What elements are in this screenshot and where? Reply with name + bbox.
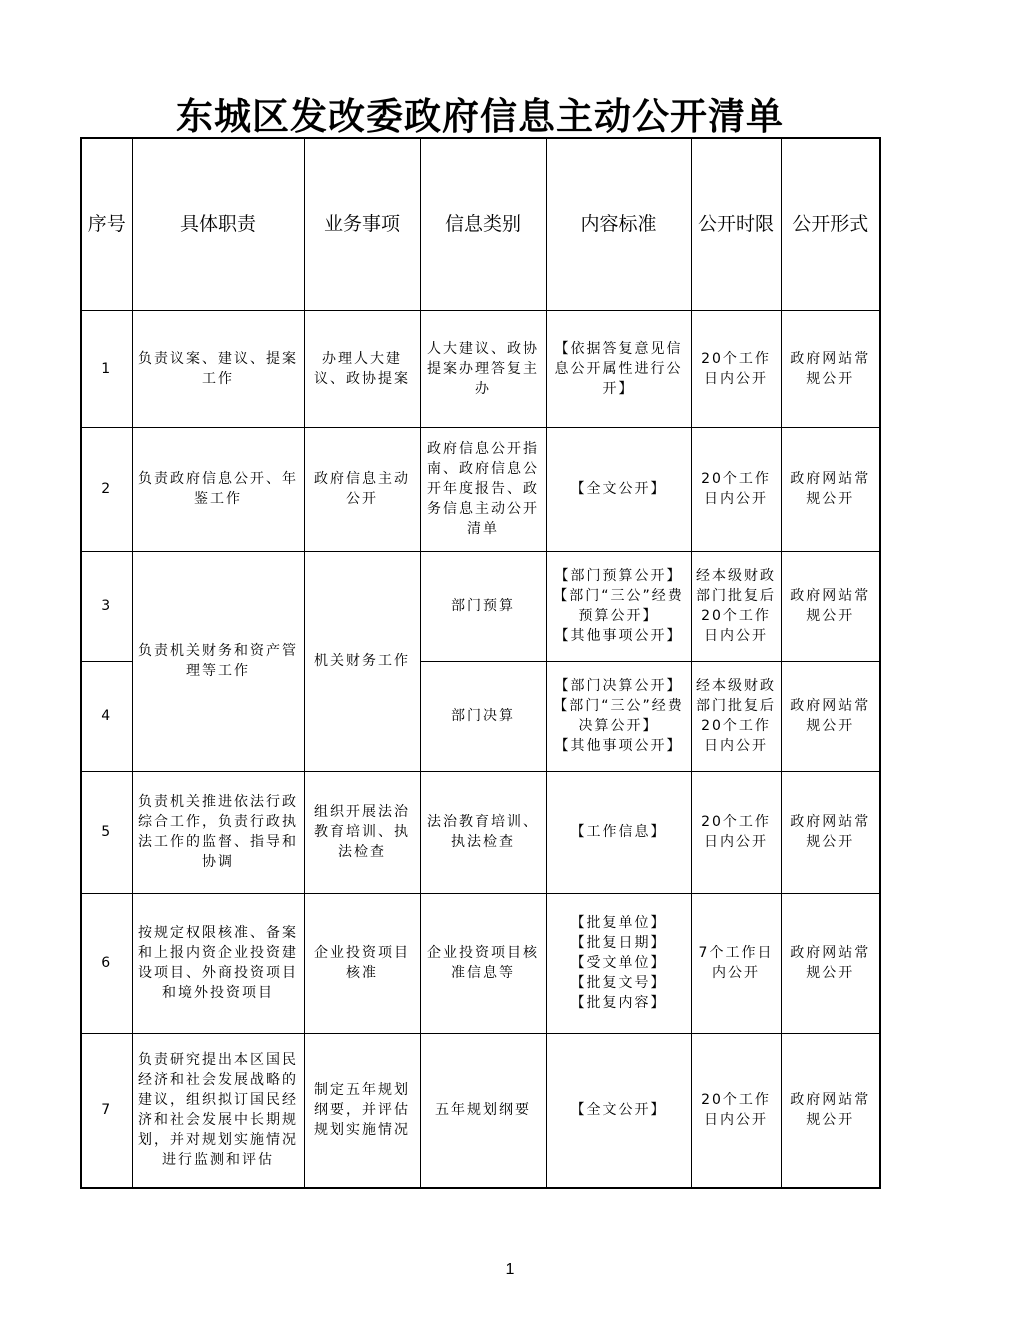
row-number: 1 <box>81 310 132 427</box>
table-row <box>81 551 880 661</box>
time-cell: 20个工作日内公开 <box>691 310 781 427</box>
standard-cell: 【依据答复意见信息公开属性进行公开】 <box>546 310 691 427</box>
header-cell: 业务事项 <box>304 138 420 310</box>
page-number: 1 <box>505 1261 515 1278</box>
page-title: 东城区发改委政府信息主动公开清单 <box>176 94 784 138</box>
header-cell: 公开时限 <box>691 138 781 310</box>
row-number: 6 <box>81 893 132 1033</box>
category-cell: 法治教育培训、执法检查 <box>420 771 546 893</box>
standard-cell: 【全文公开】 <box>546 427 691 551</box>
row-number: 2 <box>81 427 132 551</box>
table-row <box>81 1033 880 1188</box>
form-cell: 政府网站常规公开 <box>781 427 880 551</box>
form-cell: 政府网站常规公开 <box>781 771 880 893</box>
item-cell: 制定五年规划纲要，并评估规划实施情况 <box>304 1033 420 1188</box>
item-cell: 办理人大建议、政协提案 <box>304 310 420 427</box>
form-cell: 政府网站常规公开 <box>781 893 880 1033</box>
disclosure-table <box>80 137 881 1189</box>
duty-cell: 负责议案、建议、提案工作 <box>132 310 304 427</box>
header-cell: 具体职责 <box>132 138 304 310</box>
category-cell: 政府信息公开指南、政府信息公开年度报告、政务信息主动公开清单 <box>420 427 546 551</box>
category-cell: 企业投资项目核准信息等 <box>420 893 546 1033</box>
row-number: 5 <box>81 771 132 893</box>
time-cell: 20个工作日内公开 <box>691 427 781 551</box>
time-cell: 7个工作日内公开 <box>691 893 781 1033</box>
item-cell: 组织开展法治教育培训、执法检查 <box>304 771 420 893</box>
form-cell: 政府网站常规公开 <box>781 551 880 661</box>
category-cell: 部门预算 <box>420 551 546 661</box>
header-cell: 序号 <box>81 138 132 310</box>
duty-cell: 负责机关财务和资产管理等工作 <box>132 551 304 771</box>
standard-cell: 【部门决算公开】 【部门“三公”经费决算公开】 【其他事项公开】 <box>546 661 691 771</box>
row-number: 7 <box>81 1033 132 1188</box>
header-cell: 信息类别 <box>420 138 546 310</box>
header-cell: 公开形式 <box>781 138 880 310</box>
form-cell: 政府网站常规公开 <box>781 310 880 427</box>
header-row <box>81 138 880 310</box>
item-cell: 政府信息主动公开 <box>304 427 420 551</box>
table-row <box>81 893 880 1033</box>
standard-cell: 【批复单位】 【批复日期】 【受文单位】 【批复文号】 【批复内容】 <box>546 893 691 1033</box>
table-row <box>81 771 880 893</box>
time-cell: 经本级财政部门批复后20个工作日内公开 <box>691 551 781 661</box>
standard-cell: 【工作信息】 <box>546 771 691 893</box>
category-cell: 五年规划纲要 <box>420 1033 546 1188</box>
time-cell: 20个工作日内公开 <box>691 771 781 893</box>
form-cell: 政府网站常规公开 <box>781 1033 880 1188</box>
standard-cell: 【部门预算公开】 【部门“三公”经费预算公开】 【其他事项公开】 <box>546 551 691 661</box>
form-cell: 政府网站常规公开 <box>781 661 880 771</box>
table-row <box>81 310 880 427</box>
category-cell: 部门决算 <box>420 661 546 771</box>
category-cell: 人大建议、政协提案办理答复主办 <box>420 310 546 427</box>
standard-cell: 【全文公开】 <box>546 1033 691 1188</box>
duty-cell: 按规定权限核准、备案和上报内资企业投资建设项目、外商投资项目和境外投资项目 <box>132 893 304 1033</box>
duty-cell: 负责研究提出本区国民经济和社会发展战略的建议，组织拟订国民经济和社会发展中长期规划，并对规划实施情况进行监测和评估 <box>132 1033 304 1188</box>
time-cell: 20个工作日内公开 <box>691 1033 781 1188</box>
duty-cell: 负责政府信息公开、年鉴工作 <box>132 427 304 551</box>
time-cell: 经本级财政部门批复后20个工作日内公开 <box>691 661 781 771</box>
table-row <box>81 427 880 551</box>
duty-cell: 负责机关推进依法行政综合工作，负责行政执法工作的监督、指导和协调 <box>132 771 304 893</box>
row-number: 4 <box>81 661 132 771</box>
row-number: 3 <box>81 551 132 661</box>
item-cell: 企业投资项目核准 <box>304 893 420 1033</box>
item-cell: 机关财务工作 <box>304 551 420 771</box>
header-cell: 内容标准 <box>546 138 691 310</box>
